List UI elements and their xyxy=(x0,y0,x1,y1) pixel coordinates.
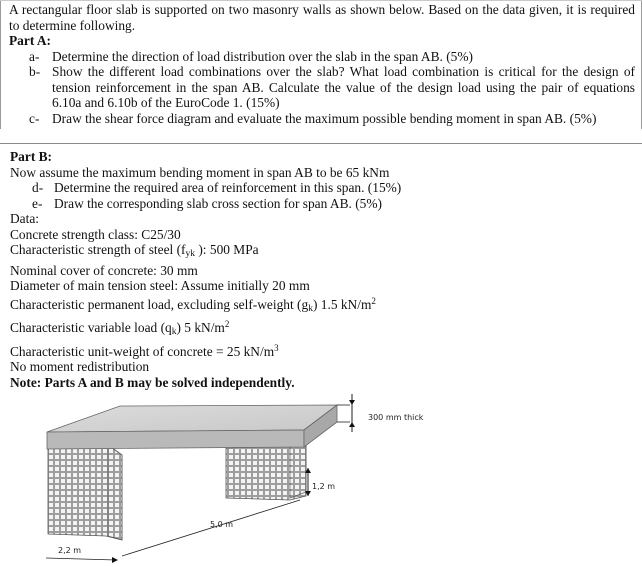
item-text: Determine the required area of reinforcement in this span. (15%) xyxy=(54,180,402,195)
var-prefix: Characteristic variable load (q xyxy=(10,320,172,335)
item-a xyxy=(9,49,635,65)
var-superscript: 2 xyxy=(224,319,230,329)
perm-prefix: Characteristic permanent load, excluding self-weight (g xyxy=(10,296,309,312)
item-text: Show the different load combinations over the slab? What load combination is critical for the design of tension reinforcement in the span AB. Calculate the value of the design load using the pair of equations 6.10a and 6.10b of the EuroCode 1. (15%) xyxy=(52,64,635,110)
unit-superscript: 3 xyxy=(274,342,279,353)
steel-suffix: ): 500 MPa xyxy=(195,242,259,257)
part-a-heading: Part A: xyxy=(9,33,52,48)
steel-subscript: yk xyxy=(185,249,195,259)
variable-load xyxy=(10,317,636,341)
perm-value: ) 1.5 kN/m xyxy=(312,296,372,312)
problem-intro: A rectangular floor slab is supported on two masonry walls as shown below. Based on the data given, it is required to determine following. xyxy=(9,2,635,33)
item-label: a- xyxy=(29,48,40,64)
part-b-box xyxy=(0,149,642,390)
moment-redistribution: No moment redistribution xyxy=(10,359,150,374)
left-wall-side xyxy=(108,445,122,540)
item-text: Draw the shear force diagram and evaluate the maximum possible bending moment in span AB. (5%) xyxy=(52,110,597,126)
unit-prefix: Characteristic unit-weight of concrete = 25 kN/m xyxy=(10,343,275,359)
part-b-intro: Now assume the maximum bending moment in span AB to be 65 kNm xyxy=(10,164,390,180)
concrete-class: Concrete strength class: C25/30 xyxy=(10,226,181,242)
span-label: 5,0 m xyxy=(210,520,234,529)
item-text: Draw the corresponding slab cross section for span AB. (5%) xyxy=(54,195,382,211)
item-label: e- xyxy=(32,195,43,211)
wall-height-label: 1,2 m xyxy=(312,482,336,491)
bar-diameter: Diameter of main tension steel: Assume initially 20 mm xyxy=(10,278,310,293)
item-c xyxy=(9,111,635,127)
var-value: ) 5 kN/m xyxy=(176,320,225,335)
steel-strength xyxy=(10,242,636,263)
part-b-section xyxy=(0,143,642,390)
item-label: b- xyxy=(29,64,41,79)
part-b-heading: Part B: xyxy=(10,149,53,164)
var-subscript: k xyxy=(171,327,177,337)
item-d xyxy=(10,180,636,196)
item-label: d- xyxy=(32,180,44,195)
nominal-cover: Nominal cover of concrete: 30 mm xyxy=(10,262,198,278)
data-heading: Data: xyxy=(10,211,39,226)
item-label: c- xyxy=(29,110,40,126)
independence-note: Note: Parts A and B may be solved independently. xyxy=(10,374,295,390)
permanent-load xyxy=(10,294,636,318)
steel-prefix: Characteristic strength of steel (f xyxy=(10,242,186,257)
part-a-section xyxy=(0,0,642,129)
item-text: Determine the direction of load distribution over the slab in the span AB. (5%) xyxy=(52,48,473,64)
item-e xyxy=(10,196,636,212)
slab-figure xyxy=(0,376,642,567)
perm-subscript: k xyxy=(308,303,313,314)
item-b xyxy=(9,64,635,111)
unit-weight xyxy=(10,341,636,360)
slab-front-face xyxy=(47,430,304,449)
part-a-box xyxy=(0,1,642,129)
slab-top-face xyxy=(47,405,337,432)
perm-superscript: 2 xyxy=(371,295,376,306)
width-label: 2,2 m xyxy=(58,546,82,555)
thickness-label: 300 mm thick xyxy=(368,413,424,422)
